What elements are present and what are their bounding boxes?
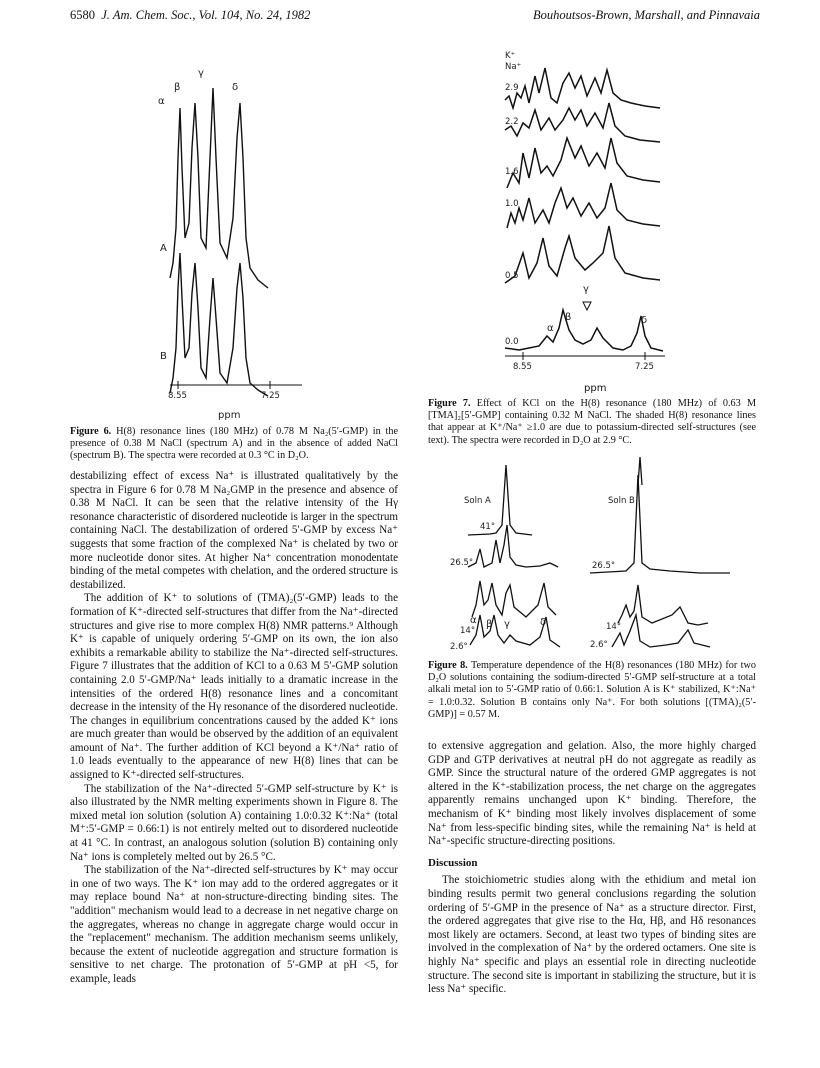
fig7-peak-label: α: [547, 323, 554, 334]
fig6-spectrum-label-b: B: [160, 351, 167, 362]
fig7-caption-text: Effect of KCl on the H(8) resonance (180 MHz) of 0.63 M [TMA]₂[5′-GMP] containing 0.32 M NaCl. The shaded H(8) resonance lines that appear at K⁺/Na⁺ ≥1.0 are due to potassium-directed self-structures (see text). The spectra were recorded in D₂O at 2.9 °C.: [428, 398, 756, 446]
fig8-temp-label: 14°: [606, 622, 622, 632]
fig8-peak-label: α: [470, 615, 477, 626]
fig7-peak-label: β: [565, 312, 572, 323]
body-paragraph: The stabilization of the Na⁺-directed 5′-GMP self-structure by K⁺ is also illustrated by the NMR melting experiments shown in Figure 8. The mixed metal ion solution (solution A) containing 1.0:0.32 K⁺:Na⁺ (total M⁺:5′-GMP = 0.66:1) is not entirely melted out to disordered nucleotide at 41 °C. In contrast, an analogous solution (solution B) containing only Na⁺ ions is completely melted out by 26.5 °C.: [70, 782, 398, 863]
fig7-peak-label: δ: [641, 315, 648, 326]
fig7-ratio-label: 1.6: [505, 167, 519, 177]
figure-8-spectra: [440, 455, 750, 655]
fig8-spectrum: [618, 585, 708, 625]
fig6-spectrum-b: [170, 253, 268, 396]
fig8-caption-text: Temperature dependence of the H(8) resonances (180 MHz) for two D₂O solutions containing the sodium-directed 5′-GMP self-structure at a total alkali metal ion to 5′-GMP ratio of 0.66:1. Solution A is K⁺ stabilized, K⁺:Na⁺ = 1.0:0.32. Solution B contains only Na⁺. For both solutions [(TMA)₂(5′-GMP)] = 0.57 M.: [428, 660, 756, 720]
figure-7: [495, 48, 675, 383]
fig7-ratio-label: 0.0: [505, 337, 519, 347]
fig6-peak-label: γ: [198, 68, 204, 79]
left-column: [70, 470, 398, 987]
body-paragraph: The stabilization of the Na⁺-directed self-structures by K⁺ may occur in one of two ways. The K⁺ ion may add to the ordered aggregates or it may replace bound Na⁺ at non-structure-directing binding sites. The "addition" mechanism would lead to a decrease in net negative charge on the aggregates, whereas no change in aggregate charge would occur in the "replacement" mechanism. The addition mechanism seems unlikely, because the extent of nucleotide aggregation and structure formation is sensitive to net charge. The protonation of 5′-GMP at pH <5, for example, leads: [70, 864, 398, 985]
fig6-caption-label: Figure 6.: [70, 426, 112, 437]
fig7-spectrum: [505, 103, 660, 142]
fig7-spectrum: [507, 138, 660, 188]
fig7-ratio-label: 2.9: [505, 83, 519, 93]
fig8-spectrum: [590, 475, 730, 573]
fig7-ratio-label: 0.5: [505, 271, 519, 281]
fig7-tick-label: 7.25: [635, 362, 654, 372]
page-number: 6580: [70, 8, 95, 22]
figure-8: [440, 455, 750, 655]
fig7-spectrum: [505, 226, 660, 283]
fig6-axis-unit: ppm: [218, 410, 241, 421]
body-paragraph: The addition of K⁺ to solutions of (TMA)₂(5′-GMP) leads to the formation of K⁺-directed self-structures that differ from the Na⁺-directed structures and give rise to more complex H(8) NMR patterns.⁹ Although K⁺ is capable of uniquely ordering 5′-GMP on its own, the ion also exhibits a remarkable ability to stabilize the Na⁺-directed self-structures. Figure 7 illustrates that the addition of KCl to a 0.63 M 5′-GMP solution containing 2.0 5′-GMP/Na⁺ leads initially to a dramatic increase in the intensities of the ordered H(8) resonance lines and a concomitant decrease in the intensity of the Hγ resonance of the disordered nucleotide. The changes in equilibrium concentrations caused by the added K⁺ ions are much greater than would be observed by the addition of an equivalent amount of Na⁺. The further addition of KCl beyond a K⁺/Na⁺ ratio of 1.0 leads eventually to the appearance of new H(8) lines that can be assigned to K⁺-directed self-structures.: [70, 592, 398, 782]
fig6-peak-label: δ: [232, 82, 239, 93]
body-paragraph: destabilizing effect of excess Na⁺ is illustrated qualitatively by the spectra in Figure 6 for 0.78 M Na₂GMP in the presence and absence of 0.38 M NaCl. It can be seen that the relative intensity of the Hγ resonance characteristic of disordered nucleotide is larger in the spectrum containing NaCl. The destabilization of ordered 5′-GMP by excess Na⁺ suggests that some fraction of the complexed Na⁺ is chelated by two or more nucleotide donor sites. At higher Na⁺ concentration monodentate binding of the metal competes with chelation, and the ordered structure is destabilized.: [70, 470, 398, 591]
body-paragraph: to extensive aggregation and gelation. Also, the more highly charged GDP and GTP derivatives at neutral pH do not aggregate as readily as GMP. Since the structural nature of the ordered GMP aggregates is not altered in the K⁺-stabilization process, the net charge on the aggregates apparently remains unchanged upon K⁺ binding. Therefore, the mechanism of K⁺ binding most likely involves displacement of some Na⁺ from less-specific binding sites, while the remaining Na⁺ is held at Na⁺-specific structure-directing positions.: [428, 740, 756, 848]
journal-volume: Vol. 104, No. 24, 1982: [198, 8, 311, 22]
discussion-heading: Discussion: [428, 856, 478, 869]
fig8-peak-label: γ: [504, 619, 510, 630]
fig7-ratio-label: 1.0: [505, 199, 519, 209]
fig8-temp-label: 41°: [480, 522, 496, 532]
fig6-spectrum-label-a: A: [160, 243, 167, 254]
header-left: [70, 8, 310, 23]
journal-name: J. Am. Chem. Soc.,: [101, 8, 196, 22]
fig7-spectrum: [505, 310, 663, 351]
figure-7-caption: [428, 398, 756, 447]
fig8-caption-label: Figure 8.: [428, 660, 468, 671]
fig8-temp-label: 2.6°: [450, 642, 468, 652]
figure-6-caption: [70, 426, 398, 463]
fig8-spectrum: [472, 581, 556, 617]
fig8-peak-label: δ: [540, 617, 547, 628]
fig8-spectrum: [470, 615, 560, 647]
fig6-peak-label: α: [158, 96, 165, 107]
fig7-spectrum: [505, 68, 660, 108]
fig7-ratio-header-top: K⁺: [505, 51, 516, 61]
fig6-peak-label: β: [174, 82, 181, 93]
figure-8-caption: [428, 660, 756, 721]
fig8-soln-a-label: Soln A: [464, 496, 491, 506]
fig7-ratio-label: 2.2: [505, 117, 519, 127]
fig8-temp-label: 26.5°: [450, 558, 474, 568]
fig6-spectrum-a: [170, 88, 268, 288]
fig6-tick-label: 8.55: [168, 391, 187, 401]
figure-6-spectra: [140, 48, 310, 438]
fig8-soln-b-label: Soln B: [608, 496, 635, 506]
fig8-temp-label: 26.5°: [592, 561, 616, 571]
fig8-temp-label: 14°: [460, 626, 476, 636]
right-column: [428, 740, 756, 997]
fig7-spectrum: [507, 183, 660, 228]
fig7-axis-unit: ppm: [584, 383, 607, 394]
fig8-peak-label: β: [486, 619, 493, 630]
fig7-caption-label: Figure 7.: [428, 398, 471, 409]
figure-7-spectra: [495, 48, 675, 383]
fig7-tick-label: 8.55: [513, 362, 532, 372]
fig7-peak-label: γ: [583, 284, 589, 295]
header-authors: Bouhoutsos-Brown, Marshall, and Pinnavaia: [533, 8, 760, 22]
fig8-temp-label: 2.6°: [590, 640, 608, 650]
fig6-caption-text: H(8) resonance lines (180 MHz) of 0.78 M Na₂(5′-GMP) in the presence of 0.38 M NaCl (spectrum A) and in the absence of added NaCl (spectrum B). The spectra were recorded at 0.3 °C in D₂O.: [70, 426, 399, 462]
fig7-ratio-header-bottom: Na⁺: [505, 62, 522, 72]
discussion-paragraph: The stoichiometric studies along with the ethidium and metal ion binding results permit two general conclusions regarding the solution ordering of 5′-GMP in the presence of Na⁺ as a structure director. First, the ordered aggregates that give rise to the Hα, Hβ, and Hδ resonances most likely are octamers. Second, at least two types of binding sites are involved in the complexation of Na⁺ by the ordered octamers. One site is highly Na⁺ specific and plays an essential role in directing nucleotide structure. The second site is important in stabilizing the structure, but it is less Na⁺ specific.: [428, 874, 756, 996]
figure-6: [140, 48, 310, 438]
fig6-tick-label: 7.25: [261, 391, 280, 401]
